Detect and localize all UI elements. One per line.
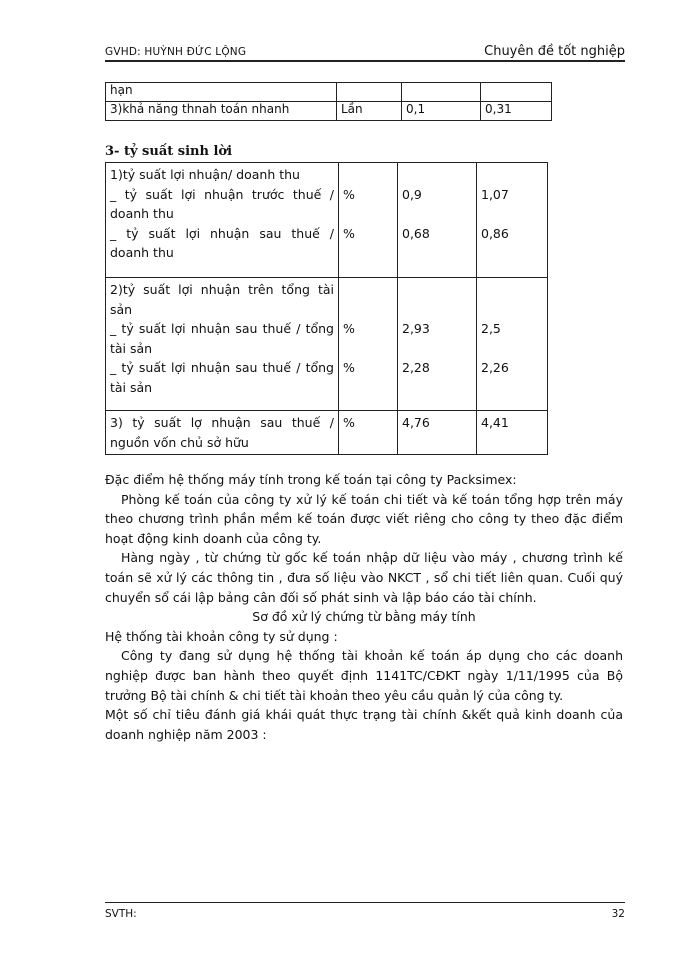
paragraph: Hàng ngày , từ chứng từ gốc kế toán nhập dữ liệu vào máy , chương trình kế toán sẽ xử lý các thông tin , đưa số liệu vào NKCT , sổ chi tiết liên quan. Cuối quý chuyển sổ cái lập bảng cân đối số phát sinh và lập báo cáo tài chính. xyxy=(105,550,623,605)
paragraph: Một số chỉ tiêu đánh giá khái quát thực trạng tài chính &kết quả kinh doanh của doanh nghiệp năm 2003 : xyxy=(105,707,623,742)
value: 0,68 xyxy=(402,225,430,241)
table-row xyxy=(106,411,548,455)
diagram-caption: Sơ đồ xử lý chứng từ bằng máy tính xyxy=(252,609,476,625)
value: 1,07 xyxy=(481,186,509,202)
value-cell: 4,76 xyxy=(398,411,477,455)
table-row xyxy=(106,278,548,411)
indicator-cell xyxy=(106,278,339,411)
value: 0,86 xyxy=(481,225,509,241)
value: 2,93 xyxy=(402,321,430,337)
footer-rule xyxy=(105,902,625,903)
header-rule xyxy=(105,60,625,62)
profitability-table xyxy=(105,162,548,455)
paragraph: Đặc điểm hệ thống máy tính trong kế toán tại công ty Packsimex: xyxy=(105,472,517,487)
table-cell: hạn xyxy=(106,83,337,102)
body-text xyxy=(105,470,623,744)
page-number: 32 xyxy=(611,908,625,920)
unit: % xyxy=(343,360,355,376)
unit-cell: % xyxy=(339,411,398,455)
liquidity-table xyxy=(105,82,552,121)
unit-cell xyxy=(339,278,398,411)
header-supervisor: GVHD: HUỲNH ĐỨC LỘNG xyxy=(105,46,247,58)
table-row xyxy=(106,163,548,278)
indicator-cell xyxy=(106,163,339,278)
header-title: Chuyên đề tốt nghiệp xyxy=(484,44,625,59)
paragraph: Công ty đang sử dụng hệ thống tài khoản kế toán áp dụng cho các doanh nghiệp được ban hành theo quyết định 1141TC/CĐKT ngày 1/11/1995 của Bộ trưởng Bộ tài chính & chi tiết tài khoản theo yêu cầu quản lý của công ty. xyxy=(105,648,623,703)
indicator-label: _ tỷ suất lợi nhuận trước thuế / doanh thu xyxy=(110,186,334,222)
value-cell xyxy=(477,278,548,411)
value-cell xyxy=(398,278,477,411)
unit-cell xyxy=(339,163,398,278)
unit: % xyxy=(343,321,355,337)
value: 2,28 xyxy=(402,360,430,376)
indicator-cell: 3) tỷ suất lợ nhuận sau thuế / nguồn vốn chủ sở hữu xyxy=(106,411,339,455)
indicator-label: _ tỷ suất lợi nhuận sau thuế / doanh thu xyxy=(110,225,334,261)
paragraph: Hệ thống tài khoản công ty sử dụng : xyxy=(105,628,338,644)
paragraph: Phòng kế toán của công ty xử lý kế toán chi tiết và kế toán tổng hợp trên máy theo chương trình phần mềm kế toán được viết riêng cho công ty theo đặc điểm hoạt động kinh doanh của công ty. xyxy=(105,491,623,546)
group-heading: 1)tỷ suất lợi nhuận/ doanh thu xyxy=(110,167,300,182)
indicator-label: _ tỷ suất lợi nhuận sau thuế / tổng tài sản xyxy=(110,321,334,356)
table-cell: 3)khả năng thnah toán nhanh xyxy=(106,102,337,121)
table-cell: 0,1 xyxy=(402,102,481,121)
page-footer xyxy=(105,908,625,920)
value: 0,9 xyxy=(402,186,422,202)
value-cell xyxy=(398,163,477,278)
value: 2,5 xyxy=(481,321,501,337)
table-cell xyxy=(402,83,481,102)
footer-student: SVTH: xyxy=(105,908,137,920)
table-cell xyxy=(481,83,552,102)
unit: % xyxy=(343,186,355,202)
indicator-label: _ tỷ suất lợi nhuận sau thuế / tổng tài sản xyxy=(110,360,334,395)
table-cell: 0,31 xyxy=(481,102,552,121)
value: 2,26 xyxy=(481,360,509,376)
value-cell: 4,41 xyxy=(477,411,548,455)
unit: % xyxy=(343,225,355,241)
section-title: 3- tỷ suất sinh lời xyxy=(105,144,233,159)
group-heading: 2)tỷ suất lợi nhuận trên tổng tài sản xyxy=(110,282,334,317)
table-row xyxy=(106,102,552,121)
table-cell xyxy=(337,83,402,102)
table-cell: Lần xyxy=(337,102,402,121)
table-row xyxy=(106,83,552,102)
value-cell xyxy=(477,163,548,278)
